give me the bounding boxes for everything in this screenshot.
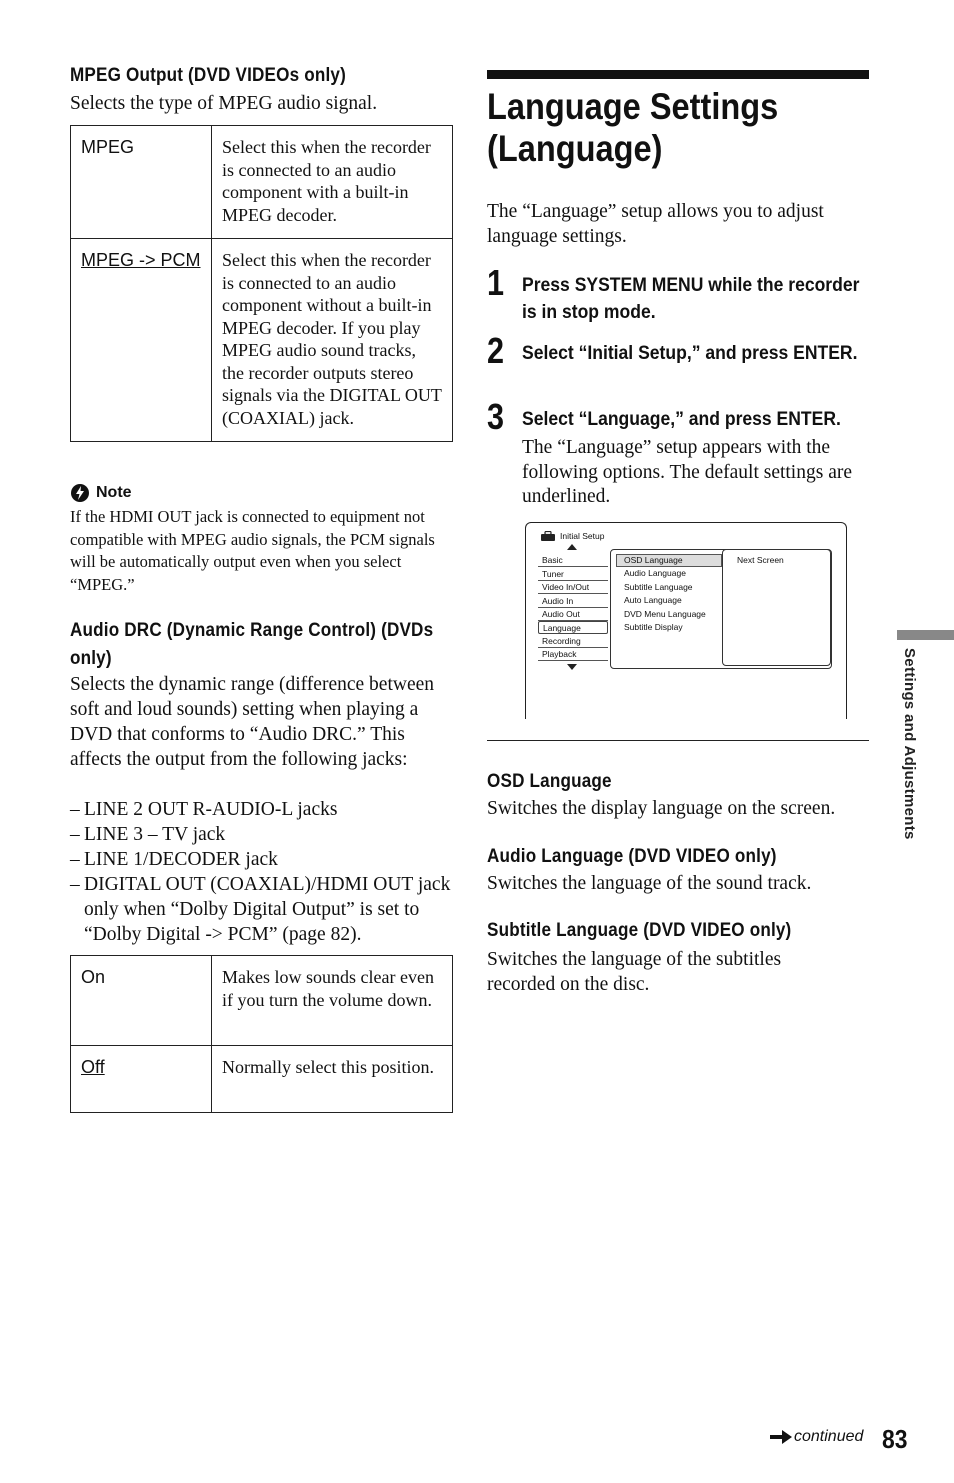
note-icon (70, 483, 90, 503)
note-text: If the HDMI OUT jack is connected to equipment not compatible with MPEG audio signals, the PCM signals will be automatically output even when you select “MPEG.” (70, 507, 435, 594)
item-desc: Switches the language of the sound track. (487, 873, 812, 894)
item-heading: Audio Language (DVD VIDEO only) (487, 846, 777, 867)
page-title: Language Settings (Language) (487, 86, 779, 169)
page-number: 83 (882, 1424, 908, 1454)
step-text: Select “Language,” and press ENTER. (522, 408, 841, 430)
table-row (71, 956, 453, 1046)
jack-list (70, 797, 455, 947)
note-header (70, 483, 132, 503)
table-row (71, 126, 453, 239)
osd-header (540, 531, 604, 541)
option-key: On (71, 956, 212, 1046)
option-desc: Select this when the recorder is connected to an audio component without a built-in MPEG decoder. If you play MPEG audio sound tracks, the recorder outputs stereo signals via the DIGITAL OUT (COAXIAL) jack. (212, 239, 453, 442)
continued-indicator (770, 1428, 863, 1446)
step-number: 3 (487, 396, 505, 437)
osd-menu-item: Tuner (538, 568, 608, 581)
default-option: Off (81, 1057, 105, 1077)
osd-menu-item: Audio In (538, 595, 608, 608)
osd-menu-item: Audio Out (538, 608, 608, 621)
mpeg-output-desc: Selects the type of MPEG audio signal. (70, 93, 378, 114)
item-desc: Switches the display language on the screen. (487, 798, 836, 819)
list-item: – LINE 1/DECODER jack (70, 847, 455, 872)
mpeg-output-heading: MPEG Output (DVD VIDEOs only) (70, 65, 346, 86)
intro-text: The “Language” setup allows you to adjust language settings. (487, 201, 824, 247)
continued-text: continued (794, 1428, 864, 1445)
audio-drc-heading: Audio DRC (Dynamic Range Control) (DVDs only) (70, 620, 434, 669)
option-key-default (71, 239, 212, 442)
up-arrow-icon (567, 544, 577, 550)
osd-next-panel (722, 549, 831, 666)
toolbox-icon (540, 531, 556, 541)
osd-option: DVD Menu Language (624, 609, 706, 619)
step-number: 1 (487, 262, 505, 303)
default-option: MPEG -> PCM (81, 250, 201, 270)
note-label: Note (96, 484, 132, 501)
step-text: Press SYSTEM MENU while the recorder is in stop mode. (522, 274, 860, 323)
option-desc: Normally select this position. (212, 1046, 453, 1113)
option-desc: Select this when the recorder is connected to an audio component with a built-in MPEG decoder. (212, 126, 453, 239)
option-desc: Makes low sounds clear even if you turn the volume down. (212, 956, 453, 1046)
osd-title: Initial Setup (560, 531, 605, 541)
step-text: Select “Initial Setup,” and press ENTER. (522, 342, 858, 364)
item-heading: Subtitle Language (DVD VIDEO only) (487, 920, 792, 941)
osd-menu-item: Playback (538, 648, 608, 661)
item-heading: OSD Language (487, 771, 612, 792)
osd-option: Audio Language (624, 568, 686, 578)
table-row (71, 239, 453, 442)
osd-option: Auto Language (624, 595, 682, 605)
option-key-default (71, 1046, 212, 1113)
list-item: – LINE 3 – TV jack (70, 822, 455, 847)
option-key: MPEG (71, 126, 212, 239)
audio-drc-desc: Selects the dynamic range (difference between soft and loud sounds) setting when playing a DVD that conforms to “Audio DRC.” This affects the output from the following jacks: (70, 674, 435, 770)
title-rule (487, 70, 869, 79)
osd-screen-illustration (525, 522, 847, 719)
side-section-label: Settings and Adjustments (901, 648, 918, 840)
section-divider (487, 740, 869, 741)
osd-option: Subtitle Display (624, 622, 683, 632)
osd-option: Subtitle Language (624, 582, 693, 592)
down-arrow-icon (567, 664, 577, 670)
osd-next-label: Next Screen (737, 555, 784, 565)
arrow-right-icon (770, 1430, 792, 1444)
osd-menu-item-selected: Language (538, 621, 608, 634)
step3-detail: The “Language” setup appears with the following options. The default settings are underlined. (522, 437, 852, 507)
osd-menu-item: Basic (538, 554, 608, 567)
list-item: – DIGITAL OUT (COAXIAL)/HDMI OUT jack only when “Dolby Digital Output” is set to “Dolby Digital -> PCM” (page 82). (70, 872, 455, 947)
item-desc: Switches the language of the subtitles recorded on the disc. (487, 949, 782, 995)
list-item: – LINE 2 OUT R-AUDIO-L jacks (70, 797, 455, 822)
table-row (71, 1046, 453, 1113)
section-tab-marker (897, 630, 954, 640)
osd-menu-item: Recording (538, 635, 608, 648)
osd-option: OSD Language (624, 555, 683, 565)
drc-options-table (70, 955, 453, 1113)
mpeg-options-table (70, 125, 453, 442)
osd-menu-item: Video In/Out (538, 581, 608, 594)
step-number: 2 (487, 330, 505, 371)
